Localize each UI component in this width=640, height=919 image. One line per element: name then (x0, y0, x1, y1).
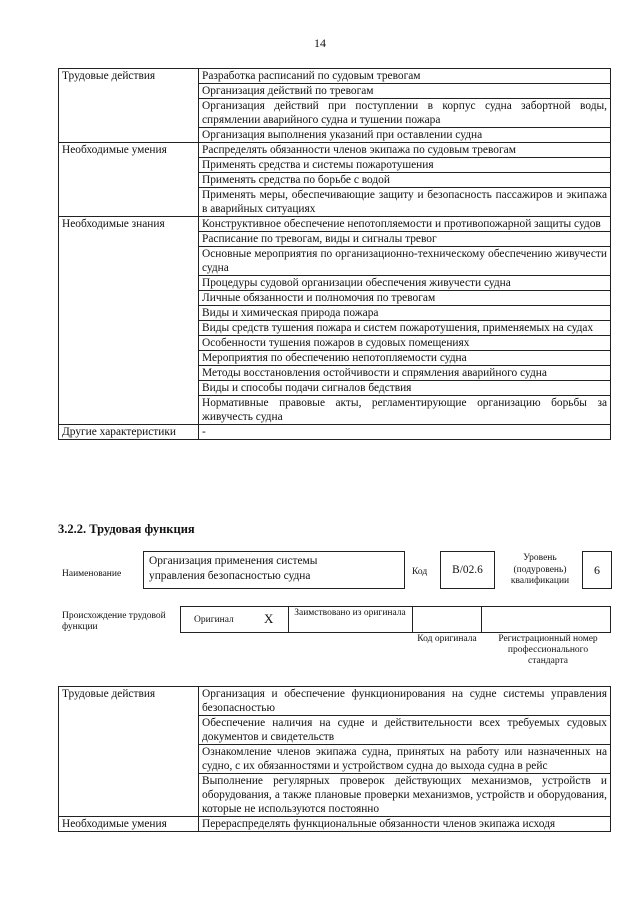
reg-number-caption: Регистрационный номер профессионального стандарта (498, 634, 598, 666)
category-cell: Трудовые действия (59, 69, 199, 143)
item-cell: Организация и обеспечение функционирования на судне системы управления безопасностью (199, 687, 611, 716)
code-original-caption: Код оригинала (417, 634, 477, 644)
item-cell: Применять средства и системы пожаротушения (199, 158, 611, 173)
item-cell: Виды и способы подачи сигналов бедствия (199, 381, 611, 396)
item-cell: Конструктивное обеспечение непотопляемости и противопожарной защиты судов (199, 217, 611, 232)
item-cell: Расписание по тревогам, виды и сигналы тревог (199, 232, 611, 247)
item-cell: Мероприятия по обеспечению непотопляемости судна (199, 351, 611, 366)
item-cell: Организация выполнения указаний при оставлении судна (199, 128, 611, 143)
table-row (59, 425, 611, 440)
original-label: Оригинал (194, 615, 234, 625)
page-number: 14 (314, 36, 326, 50)
item-cell: Выполнение регулярных проверок действующих механизмов, устройств и оборудования, а также плановые проверки механизмов, устройств и оборудования, которые не используются постоянно (199, 774, 611, 817)
original-mark: X (264, 611, 274, 626)
table-row (59, 69, 611, 84)
code-value: В/02.6 (440, 551, 495, 589)
section-heading: 3.2.2. Трудовая функция (58, 522, 195, 536)
origin-divider-3 (481, 606, 482, 633)
table-row (59, 217, 611, 232)
item-cell: Обеспечение наличия на судне и действительности всех требуемых судовых документов и свидетельств (199, 716, 611, 745)
name-label: Наименование (62, 569, 122, 579)
category-cell: Необходимые умения (59, 143, 199, 217)
item-cell: Виды средств тушения пожара и систем пожаротушения, применяемых на судах (199, 321, 611, 336)
requirements-table-1 (58, 68, 611, 440)
code-label: Код (412, 567, 428, 577)
table-row (59, 687, 611, 716)
item-cell: Особенности тушения пожаров в судовых помещениях (199, 336, 611, 351)
item-cell: Ознакомление членов экипажа судна, принятых на работу или назначенных на судно, с их обязанностями и устройством судна до выхода судна в рейс (199, 745, 611, 774)
table-row (59, 143, 611, 158)
item-cell: Виды и химическая природа пожара (199, 306, 611, 321)
item-cell: Применять меры, обеспечивающие защиту и безопасность пассажиров и экипажа в аварийных ситуациях (199, 188, 611, 217)
item-cell: Нормативные правовые акты, регламентирующие организацию борьбы за живучесть судна (199, 396, 611, 425)
item-cell: Распределять обязанности членов экипажа по судовым тревогам (199, 143, 611, 158)
borrowed-label: Заимствовано из оригинала (294, 608, 406, 618)
item-cell: Основные мероприятия по организационно-техническому обеспечению живучести судна (199, 247, 611, 276)
item-cell: Методы восстановления остойчивости и спрямления аварийного судна (199, 366, 611, 381)
item-cell: Перераспределять функциональные обязанности членов экипажа исходя (199, 817, 611, 832)
origin-divider-2 (412, 606, 413, 633)
function-name: Организация применения системы управления безопасностью судна (149, 555, 318, 582)
category-cell: Необходимые знания (59, 217, 199, 425)
requirements-table-2 (58, 686, 611, 832)
item-cell: Процедуры судовой организации обеспечения живучести судна (199, 276, 611, 291)
item-cell: - (199, 425, 611, 440)
name-box (143, 551, 405, 589)
origin-divider-1 (288, 606, 289, 633)
category-cell: Необходимые умения (59, 817, 199, 832)
table-row (59, 817, 611, 832)
item-cell: Разработка расписаний по судовым тревогам (199, 69, 611, 84)
origin-label: Происхождение трудовой функции (62, 611, 166, 632)
item-cell: Личные обязанности и полномочия по тревогам (199, 291, 611, 306)
category-cell: Другие характеристики (59, 425, 199, 440)
level-value: 6 (582, 551, 612, 589)
level-label: Уровень (подуровень) квалификации (510, 553, 570, 586)
item-cell: Применять средства по борьбе с водой (199, 173, 611, 188)
item-cell: Организация действий при поступлении в корпус судна забортной воды, спрямлении аварийного судна и тушении пожара (199, 99, 611, 128)
item-cell: Организация действий по тревогам (199, 84, 611, 99)
category-cell: Трудовые действия (59, 687, 199, 817)
